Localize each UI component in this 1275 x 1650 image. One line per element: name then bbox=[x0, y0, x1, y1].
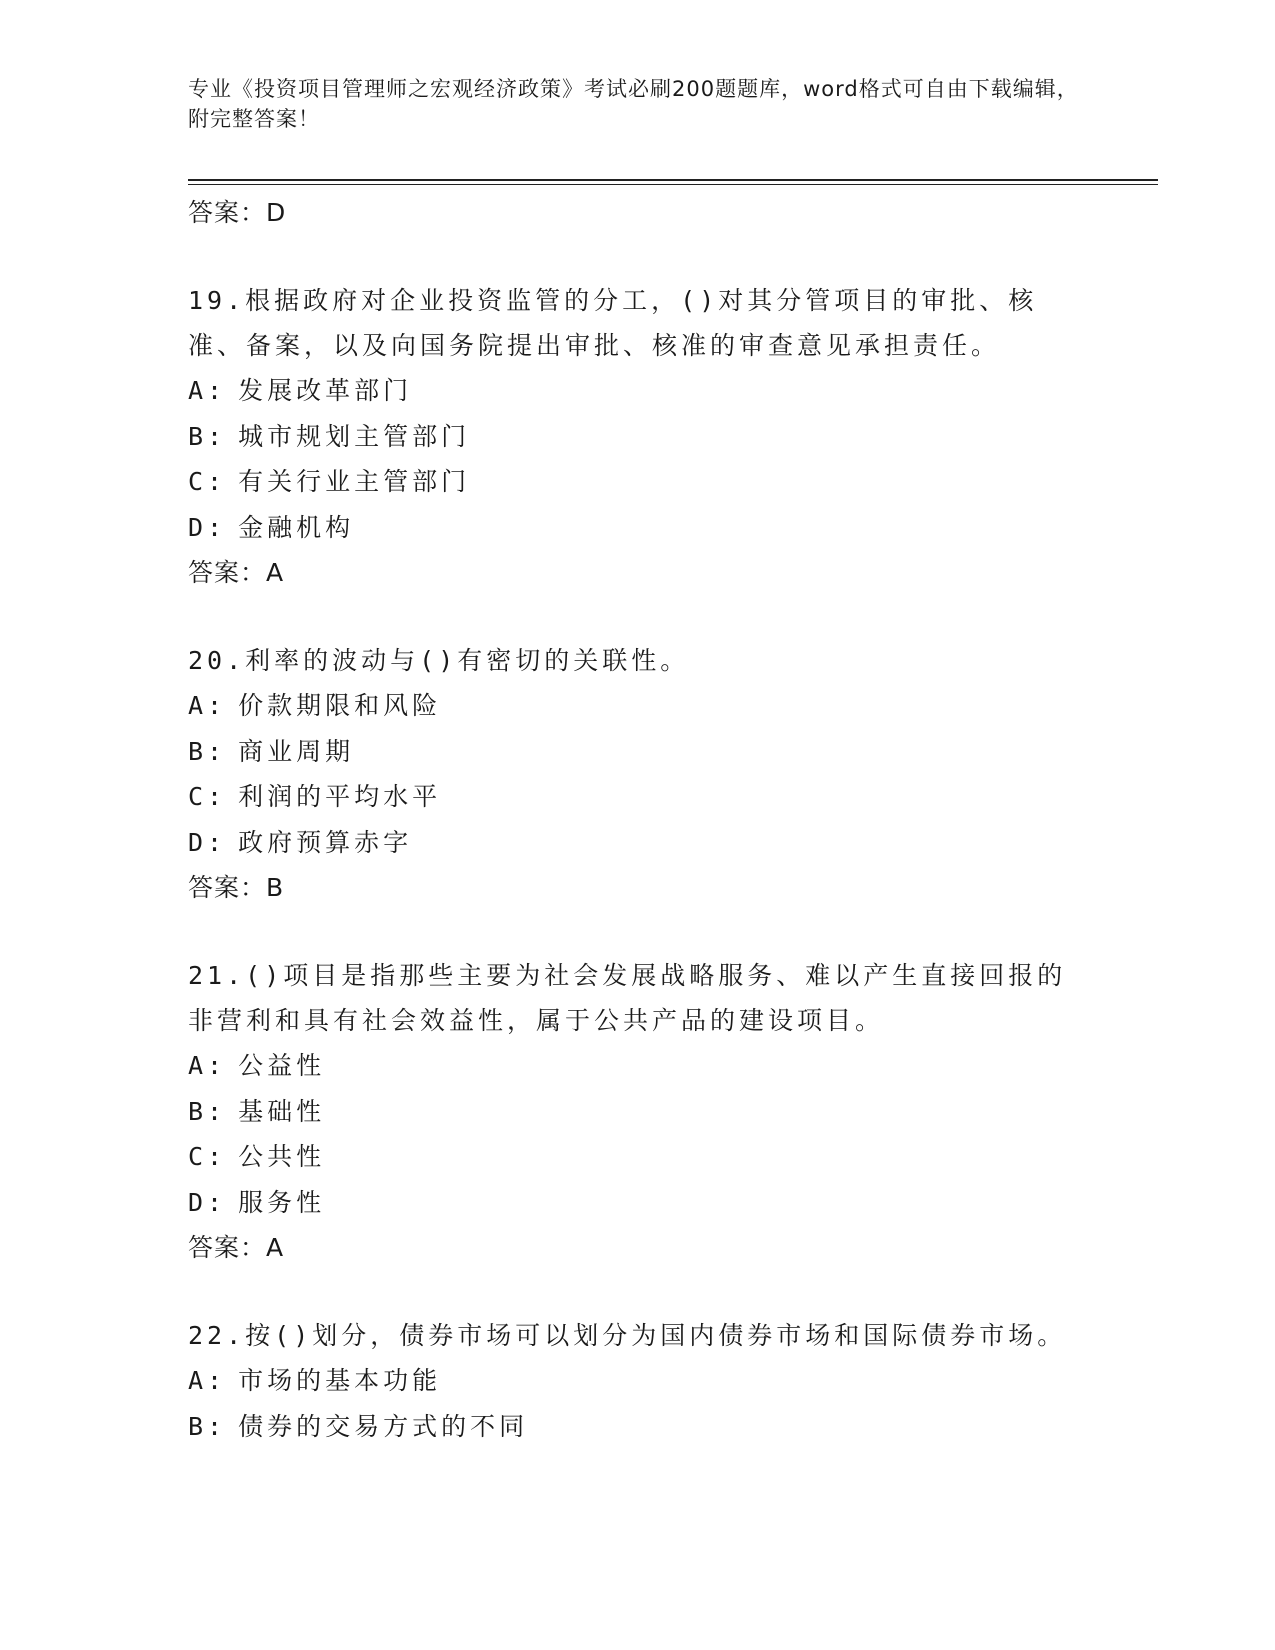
header-divider-thick bbox=[188, 179, 1158, 181]
option-a bbox=[188, 1043, 1088, 1089]
option-text: 公共性 bbox=[238, 1142, 326, 1171]
answer-line: 答案：B bbox=[188, 873, 285, 902]
option-key: C: bbox=[188, 467, 227, 496]
option-key: B: bbox=[188, 1096, 227, 1126]
question-20 bbox=[188, 638, 1088, 911]
option-text: 债券的交易方式的不同 bbox=[238, 1411, 529, 1441]
option-d bbox=[188, 505, 1088, 551]
option-text: 发展改革部门 bbox=[238, 376, 413, 405]
option-b bbox=[188, 414, 1088, 460]
option-key: B: bbox=[188, 1411, 227, 1441]
option-text: 城市规划主管部门 bbox=[238, 421, 471, 451]
option-a bbox=[188, 368, 1088, 414]
option-text: 市场的基本功能 bbox=[238, 1366, 442, 1395]
option-b bbox=[188, 1404, 1088, 1450]
option-a bbox=[188, 683, 1088, 729]
answer-line: 答案：D bbox=[188, 198, 287, 227]
option-d bbox=[188, 1180, 1088, 1226]
option-b bbox=[188, 729, 1088, 775]
option-key: A: bbox=[188, 1366, 227, 1395]
question-stem: 21.()项目是指那些主要为社会发展战略服务、难以产生直接回报的非营利和具有社会效益性，属于公共产品的建设项目。 bbox=[188, 961, 1067, 1035]
option-text: 价款期限和风险 bbox=[238, 691, 442, 720]
option-key: C: bbox=[188, 782, 227, 811]
question-21 bbox=[188, 953, 1088, 1271]
option-text: 有关行业主管部门 bbox=[238, 467, 471, 496]
option-text: 基础性 bbox=[238, 1096, 326, 1126]
document-body bbox=[188, 190, 1088, 1449]
option-key: B: bbox=[188, 736, 227, 766]
option-key: A: bbox=[188, 376, 227, 405]
option-a bbox=[188, 1358, 1088, 1404]
option-key: D: bbox=[188, 512, 227, 542]
option-b bbox=[188, 1089, 1088, 1135]
answer-line: 答案：A bbox=[188, 1233, 285, 1262]
option-key: D: bbox=[188, 1187, 227, 1217]
question-stem: 20.利率的波动与()有密切的关联性。 bbox=[188, 646, 690, 675]
option-d bbox=[188, 820, 1088, 866]
option-key: B: bbox=[188, 421, 227, 451]
answer-line: 答案：A bbox=[188, 558, 285, 587]
option-text: 商业周期 bbox=[238, 736, 355, 766]
option-text: 政府预算赤字 bbox=[238, 827, 413, 857]
page-header: 专业《投资项目管理师之宏观经济政策》考试必刷200题题库，word格式可自由下载编辑，附完整答案！ bbox=[188, 77, 1079, 131]
option-c bbox=[188, 1134, 1088, 1180]
option-key: D: bbox=[188, 827, 227, 857]
option-text: 公益性 bbox=[238, 1051, 326, 1080]
option-text: 利润的平均水平 bbox=[238, 782, 442, 811]
question-stem: 22.按()划分，债券市场可以划分为国内债券市场和国际债券市场。 bbox=[188, 1321, 1067, 1350]
question-stem: 19.根据政府对企业投资监管的分工，()对其分管项目的审批、核准、备案，以及向国务院提出审批、核准的审查意见承担责任。 bbox=[188, 286, 1038, 360]
header-divider-thin bbox=[188, 184, 1158, 185]
option-key: A: bbox=[188, 1051, 227, 1080]
option-key: A: bbox=[188, 691, 227, 720]
question-19 bbox=[188, 278, 1088, 596]
option-text: 服务性 bbox=[238, 1187, 326, 1217]
question-22 bbox=[188, 1313, 1088, 1449]
option-c bbox=[188, 774, 1088, 820]
option-text: 金融机构 bbox=[238, 512, 355, 542]
option-key: C: bbox=[188, 1142, 227, 1171]
option-c bbox=[188, 459, 1088, 505]
